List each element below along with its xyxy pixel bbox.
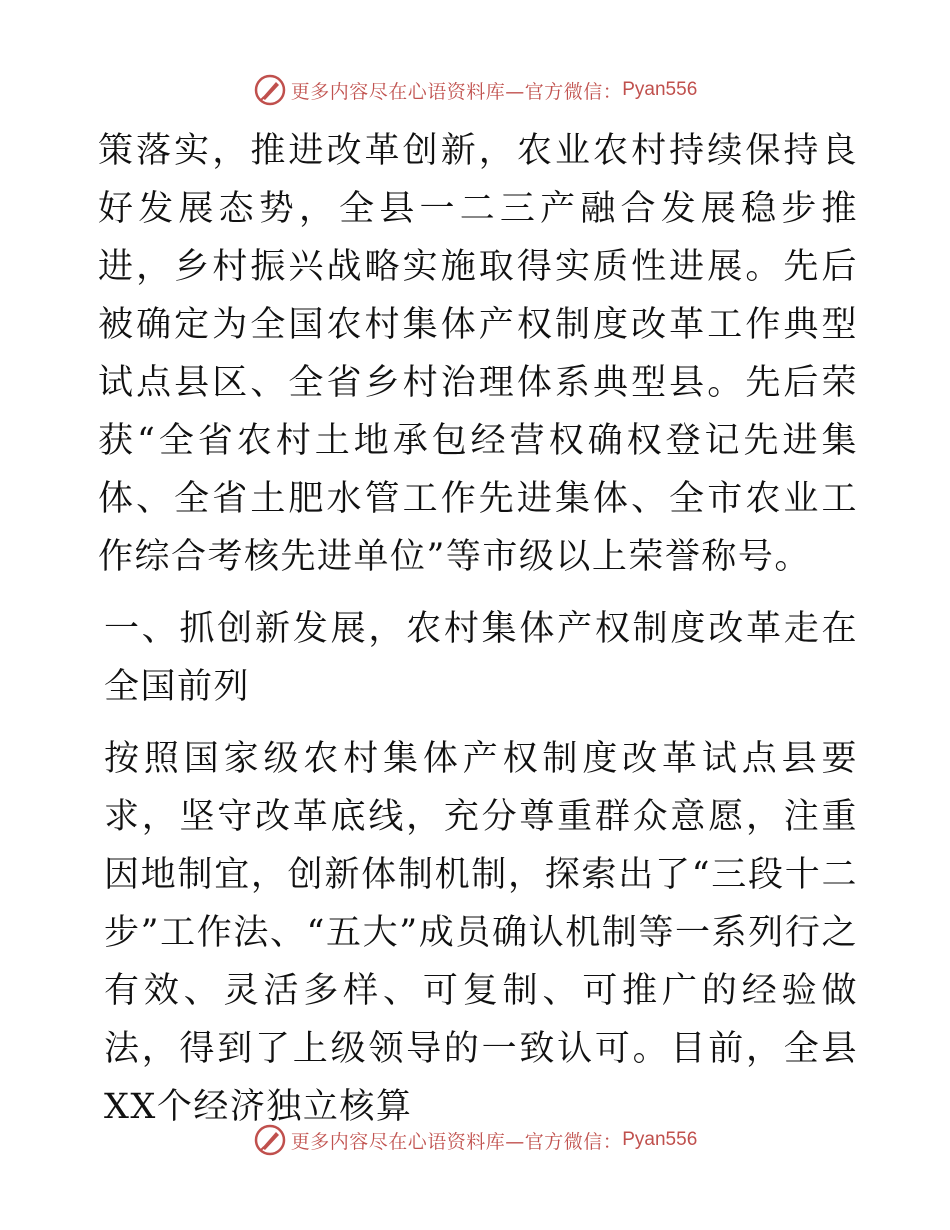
footer-watermark <box>0 1120 950 1160</box>
quill-pen-icon <box>253 73 287 107</box>
quill-pen-icon <box>253 1123 287 1157</box>
body-paragraph: 按照国家级农村集体产权制度改革试点县要求，坚守改革底线，充分尊重群众意愿，注重因地制宜，创新体制机制，探索出了“三段十二步”工作法、“五大”成员确认机制等一系列行之有效、灵活多样、可复制、可推广的经验做法，得到了上级领导的一致认可。目前，全县XX个经济独立核算 <box>104 739 858 1127</box>
watermark-text: 更多内容尽在心语资料库—官方微信： <box>290 80 623 103</box>
document-body <box>98 122 858 1136</box>
section-heading: 一、抓创新发展，农村集体产权制度改革走在全国前列 <box>104 609 858 707</box>
watermark-code: Pyan556 <box>622 79 698 100</box>
header-watermark <box>0 70 950 110</box>
watermark-code: Pyan556 <box>622 1129 698 1150</box>
body-paragraph: 策落实，推进改革创新，农业农村持续保持良好发展态势，全县一二三产融合发展稳步推进，乡村振兴战略实施取得实质性进展。先后被确定为全国农村集体产权制度改革工作典型试点县区、全省乡村治理体系典型县。先后荣获“全省农村土地承包经营权确权登记先进集体、全省土肥水管工作先进集体、全市农业工作综合考核先进单位”等市级以上荣誉称号。 <box>98 131 858 577</box>
watermark-text: 更多内容尽在心语资料库—官方微信： <box>290 1130 623 1153</box>
